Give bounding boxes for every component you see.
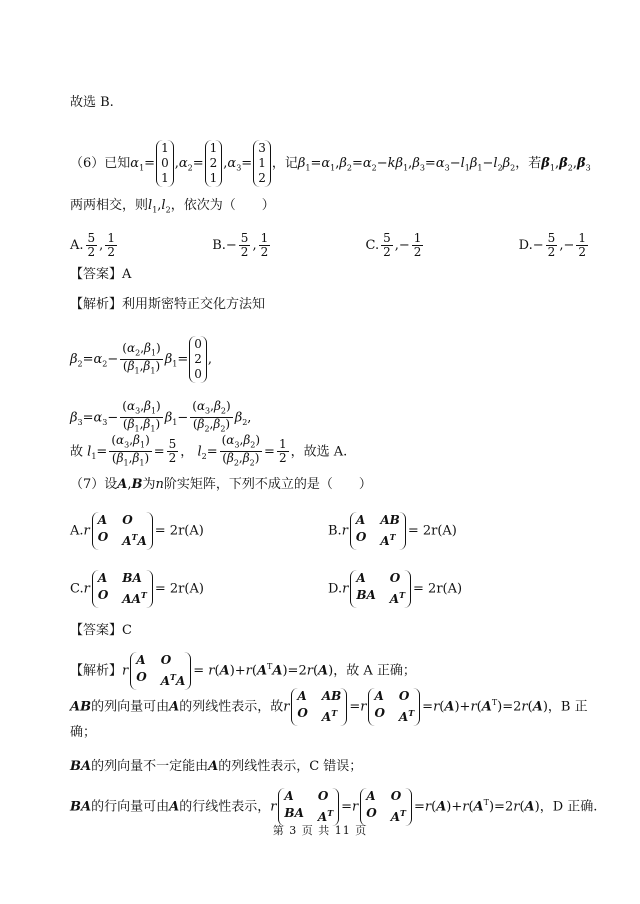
q7-option-a: A.r A O O $A^TA$ = 2r(A) — [70, 513, 204, 548]
line-guxuan: 故选 B. — [70, 95, 114, 110]
q7-analysis-b-cont: 确； — [70, 725, 97, 740]
alpha3-vector: 3 1 2 — [253, 140, 271, 187]
alpha1-vector: 1 0 1 — [156, 140, 174, 187]
q7-answer: 【答案】C — [70, 623, 132, 638]
q7-analysis-d: BA的行向量可由A的行线性表示，r A O BA $A^T$ =r A O O $A^T$ $=r(A)+r(A^T)=2r(A)$，D 正确. — [70, 789, 598, 824]
q6-options — [70, 232, 590, 259]
q7-analysis-a: 【解析】r A O O $A^TA$ = $r(A)+r(A^TA)=2r(A)$，故 A 正确； — [70, 653, 416, 688]
q7-stem: （7）设A,B为n阶实矩阵，下列不成立的是（ ） — [70, 477, 372, 492]
q6-analysis-label: 【解析】利用斯密特正交化方法知 — [70, 297, 266, 312]
page-footer: 第 3 页 共 11 页 — [272, 824, 368, 837]
beta3-formula: $\beta_3=\alpha_3-$ $\frac{(\alpha_3,\beta_1)}{(\beta_1,\beta_1)}$ $\beta_1-$ $\frac{(\alpha_3,\beta_2)}{(\beta_2,\beta_2)}$ $\beta_2$, — [70, 399, 252, 434]
q6-option-d: D.− $\frac{5}{2}$ ,− $\frac{1}{2}$ — [518, 231, 586, 259]
q7-analysis-c: BA的列向量不一定能由A的列线性表示，C 错误； — [70, 759, 363, 774]
q7-option-c: C.r A BA O $AA^T$ = 2r(A) — [70, 571, 204, 606]
alpha2-vector: 1 2 1 — [205, 140, 223, 187]
q7-option-b: B.r A AB O $A^T$ = 2r(A) — [328, 513, 457, 548]
q6-answer: 【答案】A — [70, 267, 132, 282]
q6-stem: （6）已知$\alpha_1=1$ 0 $1,\alpha_2=1$ 2 $1,\alpha_3=3$ 1 2，记$\beta_1=\alpha_1,\beta_2=\alpha_2-k\beta_1,\beta_3=\alpha_3-l_1\beta_1-l_2\beta_2$，若$\beta_1,\beta_2,\beta_3$ — [70, 141, 591, 185]
q6-prefix: （6）已知 — [70, 156, 131, 171]
q7-option-d: D.r A O BA $A^T$ = 2r(A) — [328, 571, 463, 606]
l-values: 故 $l_1=$ $\frac{(\alpha_3,\beta_1)}{(\beta_1,\beta_1)}$ = $\frac{5}{2}$ ， $l_2=$ $\frac{(\alpha_3,\beta_2)}{(\beta_2,\beta_2)}$ = $\frac{1}{2}$ ，故选 A. — [70, 433, 348, 468]
q7-analysis-b: AB的列向量可由A的列线性表示，故r A AB O $A^T$ =r A O O $A^T$ $=r(A)+r(A^T)=2r(A)$，B 正 — [70, 689, 588, 724]
beta2-formula: $\beta_2=\alpha_2-$ $\frac{(\alpha_2,\beta_1)}{(\beta_1,\beta_1)}$ $\beta_1=0$ 2 0, — [70, 337, 213, 381]
q6-stem-cont: 两两相交，则$l_1,l_2$，依次为（ ） — [70, 198, 275, 215]
beta2-vector: 0 2 0 — [189, 336, 207, 383]
q6-option-a: A. $\frac{5}{2}$ , $\frac{1}{2}$ — [70, 231, 115, 259]
q6-option-b: B.− $\frac{5}{2}$ , $\frac{1}{2}$ — [212, 231, 269, 259]
q6-option-c: C. $\frac{5}{2}$ ,− $\frac{1}{2}$ — [365, 231, 422, 259]
